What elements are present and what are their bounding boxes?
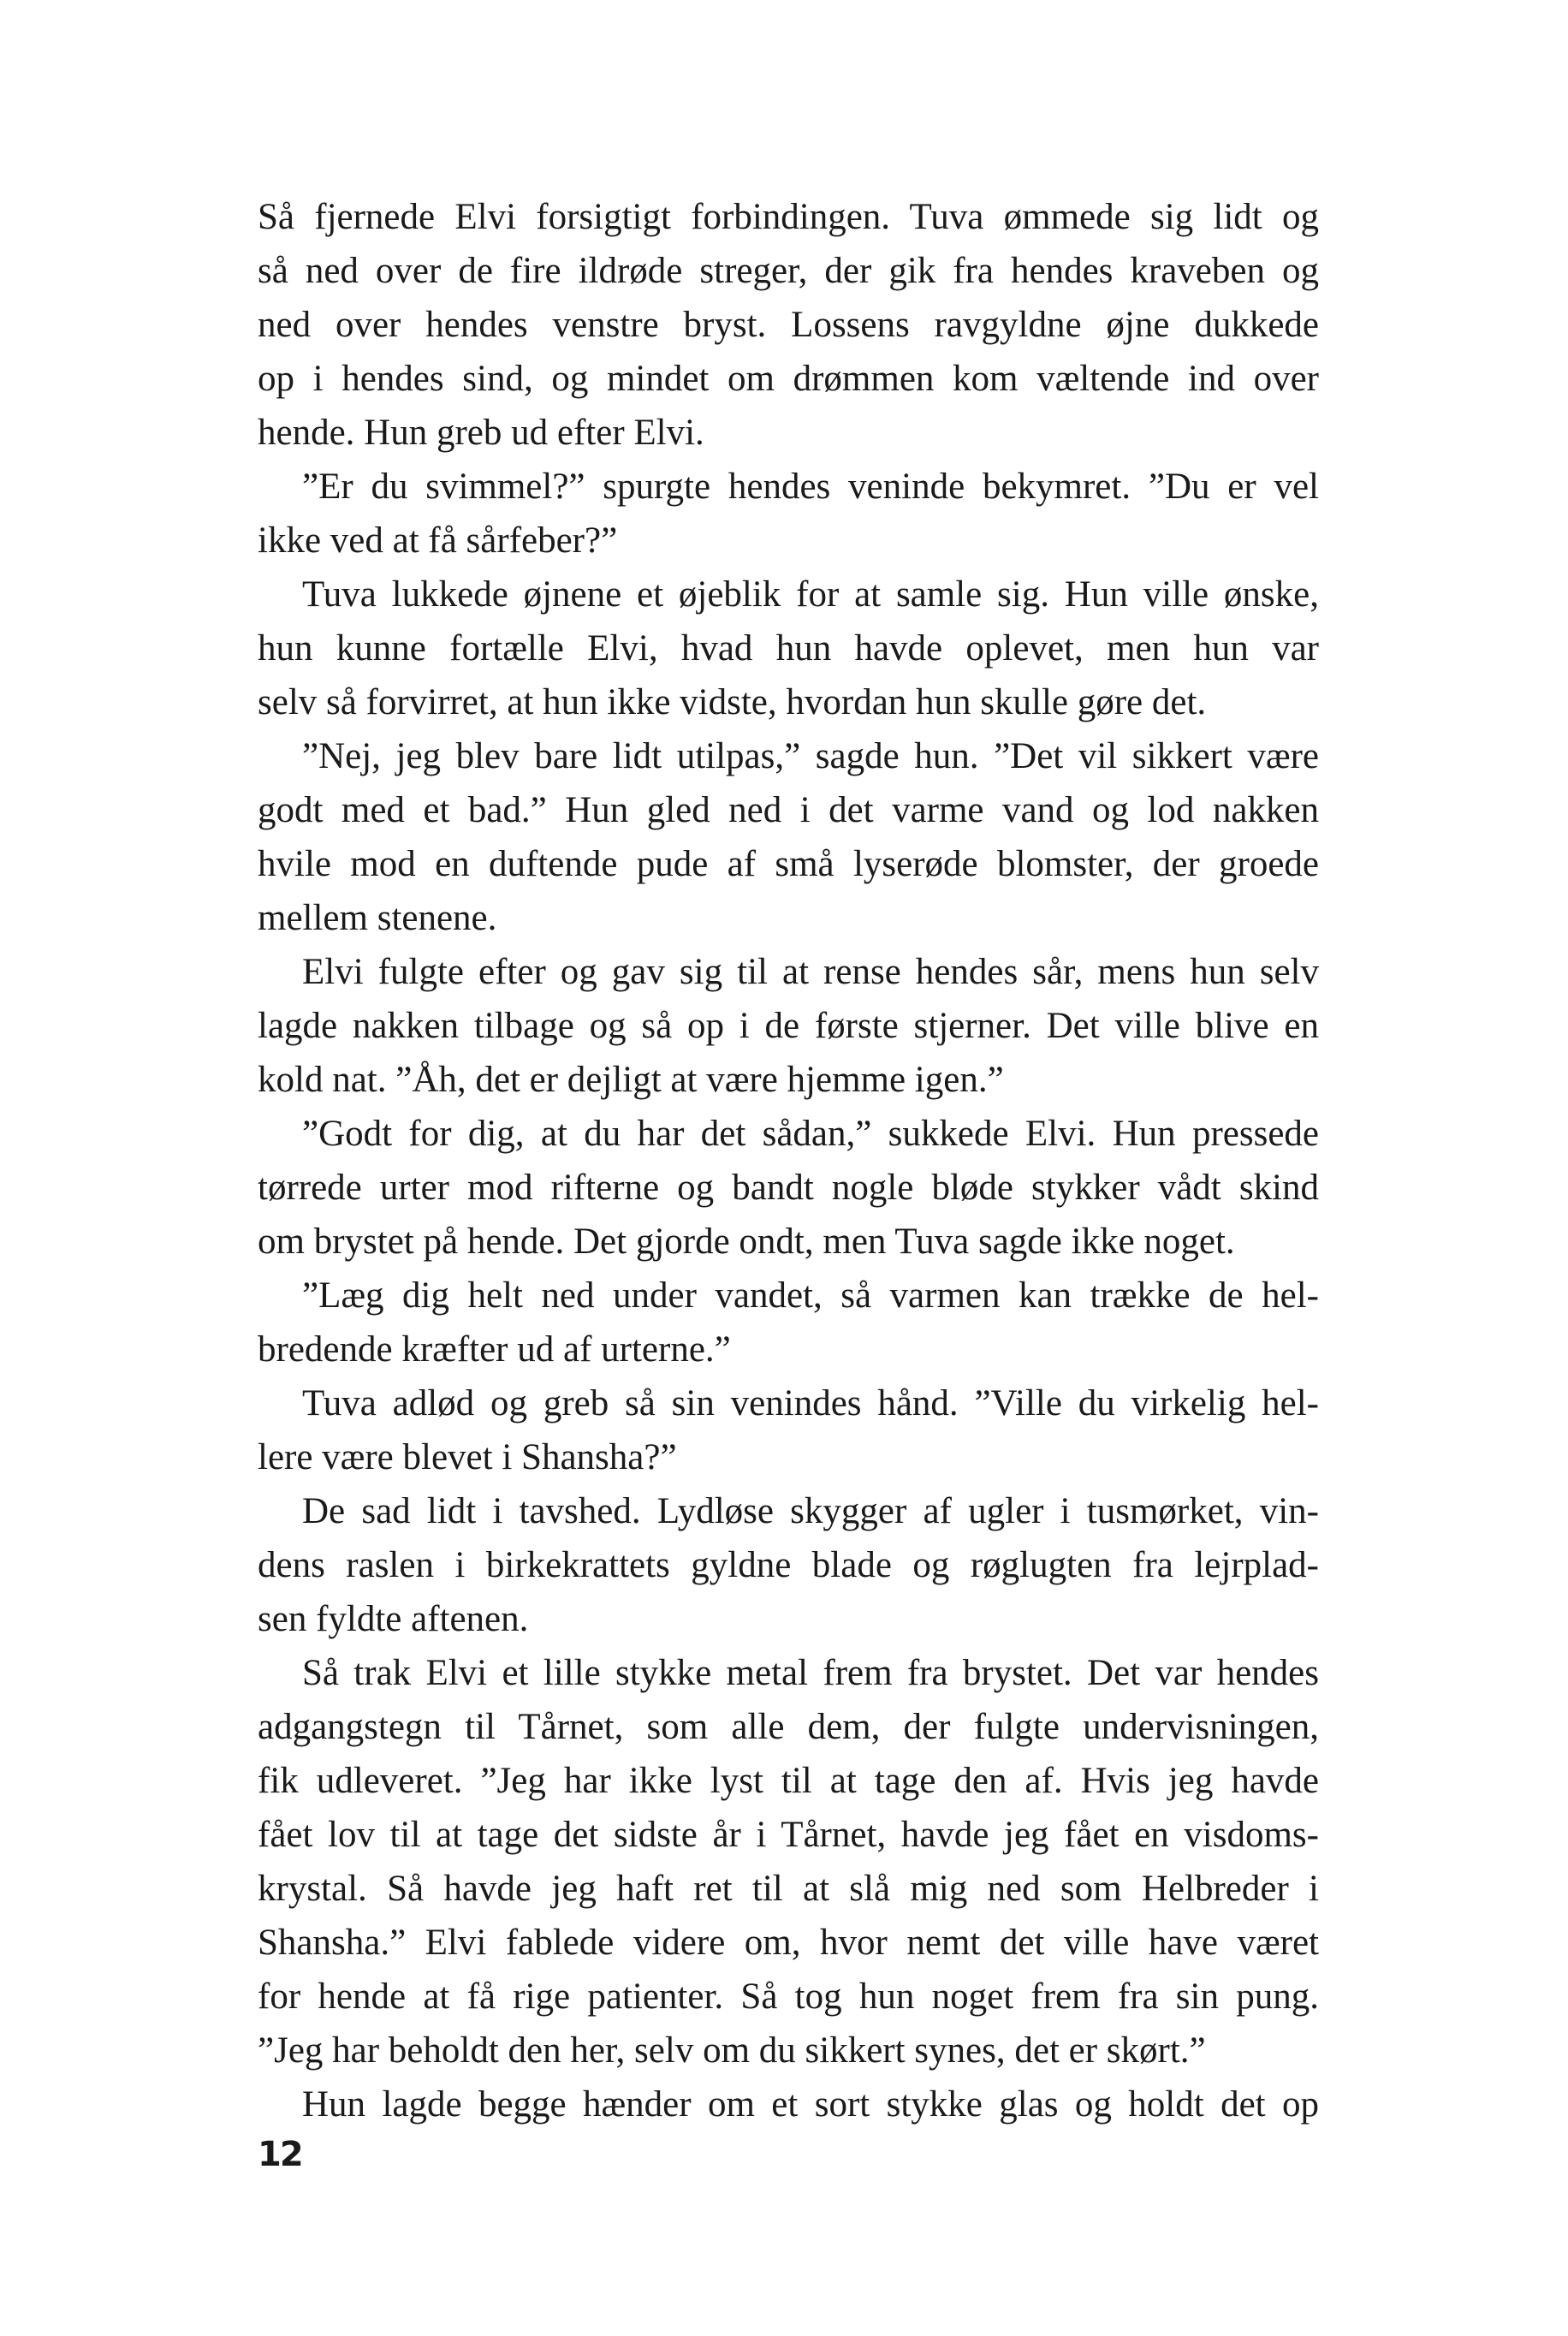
text-line: hvile mod en duftende pude af små lyserøde blomster, der groede xyxy=(258,844,1319,884)
body-text xyxy=(258,190,1319,2131)
text-line: Så fjernede Elvi forsigtigt forbindingen. Tuva ømmede sig lidt og xyxy=(258,197,1319,237)
text-line: hun kunne fortælle Elvi, hvad hun havde oplevet, men hun var xyxy=(258,628,1319,669)
text-line: fik udleveret. ”Jeg har ikke lyst til at tage den af. Hvis jeg havde xyxy=(258,1761,1319,1801)
text-line: om brystet på hende. Det gjorde ondt, men Tuva sagde ikke noget. xyxy=(258,1221,1235,1262)
text-line: ”Læg dig helt ned under vandet, så varmen kan trække de hel- xyxy=(302,1275,1319,1316)
text-line: Hun lagde begge hænder om et sort stykke glas og holdt det op xyxy=(302,2084,1319,2125)
text-line: op i hendes sind, og mindet om drømmen kom væltende ind over xyxy=(258,359,1319,399)
text-line: lere være blevet i Shansha?” xyxy=(258,1437,677,1477)
text-line: ”Nej, jeg blev bare lidt utilpas,” sagde hun. ”Det vil sikkert være xyxy=(302,736,1319,776)
text-line: fået lov til at tage det sidste år i Tårnet, havde jeg fået en visdoms- xyxy=(258,1815,1319,1855)
text-line: for hende at få rige patienter. Så tog hun noget frem fra sin pung. xyxy=(258,1976,1319,2017)
text-line: ”Godt for dig, at du har det sådan,” sukkede Elvi. Hun pressede xyxy=(302,1114,1319,1154)
text-line: ”Er du svimmel?” spurgte hendes veninde bekymret. ”Du er vel xyxy=(302,467,1319,507)
text-line: krystal. Så havde jeg haft ret til at slå mig ned som Helbreder i xyxy=(258,1869,1319,1909)
text-line: lagde nakken tilbage og så op i de første stjerner. Det ville blive en xyxy=(258,1006,1319,1046)
text-line: Tuva adlød og greb så sin venindes hånd. ”Ville du virkelig hel- xyxy=(302,1383,1319,1424)
text-line: ”Jeg har beholdt den her, selv om du sikkert synes, det er skørt.” xyxy=(258,2030,1206,2071)
text-line: bredende kræfter ud af urterne.” xyxy=(258,1329,731,1370)
text-line: ned over hendes venstre bryst. Lossens ravgyldne øjne dukkede xyxy=(258,305,1319,345)
text-line: mellem stenene. xyxy=(258,898,497,938)
text-line: så ned over de fire ildrøde streger, der gik fra hendes kraveben og xyxy=(258,251,1319,291)
text-line: Tuva lukkede øjnene et øjeblik for at samle sig. Hun ville ønske, xyxy=(302,574,1319,615)
text-line: ikke ved at få sårfeber?” xyxy=(258,520,618,561)
text-line: sen fyldte aftenen. xyxy=(258,1599,529,1639)
text-line: Elvi fulgte efter og gav sig til at rense hendes sår, mens hun selv xyxy=(302,952,1319,992)
text-line: adgangstegn til Tårnet, som alle dem, der fulgte undervisningen, xyxy=(258,1707,1319,1747)
text-line: Så trak Elvi et lille stykke metal frem fra brystet. Det var hendes xyxy=(302,1653,1319,1693)
text-line: godt med et bad.” Hun gled ned i det varme vand og lod nakken xyxy=(258,790,1319,830)
text-line: dens raslen i birkekrattets gyldne blade og røglugten fra lejrplad- xyxy=(258,1545,1319,1585)
text-line: tørrede urter mod rifterne og bandt nogle bløde stykker vådt skind xyxy=(258,1168,1319,1208)
text-line: De sad lidt i tavshed. Lydløse skygger af ugler i tusmørket, vin- xyxy=(302,1491,1319,1531)
text-line: Shansha.” Elvi fablede videre om, hvor nemt det ville have været xyxy=(258,1923,1319,1963)
text-line: selv så forvirret, at hun ikke vidste, hvordan hun skulle gøre det. xyxy=(258,682,1207,722)
text-line: kold nat. ”Åh, det er dejligt at være hjemme igen.” xyxy=(258,1060,1004,1100)
page-number: 12 xyxy=(258,2135,302,2174)
text-line: hende. Hun greb ud efter Elvi. xyxy=(258,413,704,453)
